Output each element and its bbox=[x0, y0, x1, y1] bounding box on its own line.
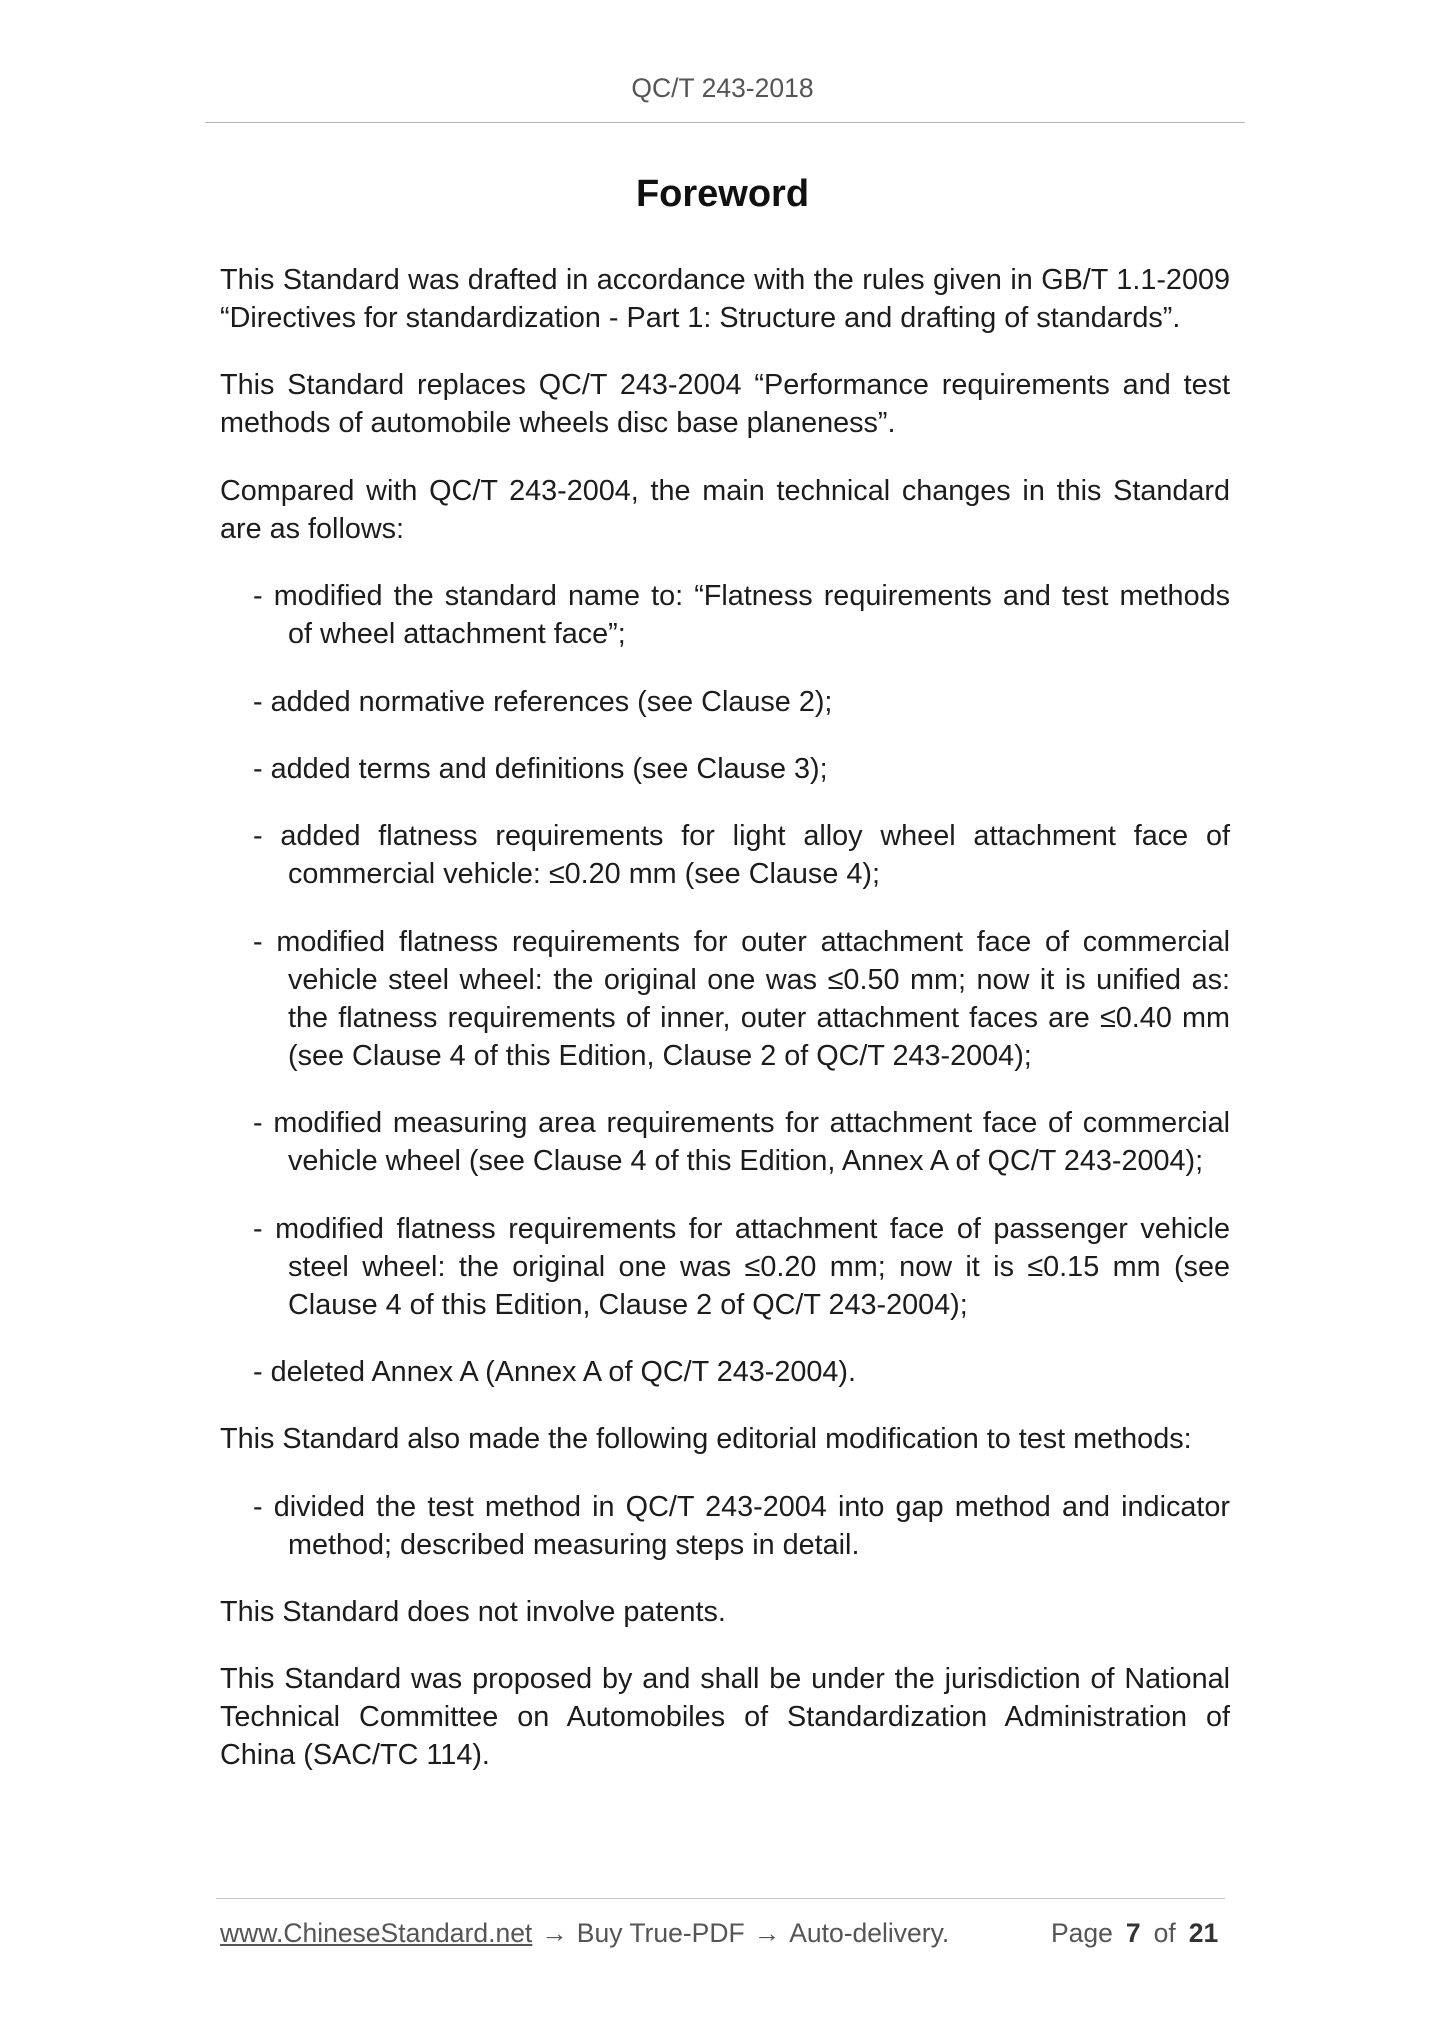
text-line: - modified flatness requirements for attachment face of passenger vehicle bbox=[253, 1212, 1230, 1245]
page-total: 21 bbox=[1188, 1918, 1219, 1948]
list-item-change bbox=[220, 923, 1230, 1075]
text-line: methods of automobile wheels disc base planeness”. bbox=[220, 407, 896, 440]
buy-pdf-text: Buy True-PDF bbox=[576, 1918, 745, 1948]
page-indicator bbox=[1051, 1915, 1218, 1951]
foreword-body bbox=[220, 261, 1230, 1804]
paragraph-changes-intro bbox=[220, 472, 1230, 548]
paragraph-replaces bbox=[220, 366, 1230, 442]
text-line: (see Clause 4 of this Edition, Clause 2 of QC/T 243-2004); bbox=[288, 1039, 1032, 1072]
list-item-change bbox=[220, 817, 1230, 893]
text-line: This Standard was proposed by and shall be under the jurisdiction of National bbox=[220, 1663, 1230, 1696]
header-divider bbox=[205, 122, 1245, 123]
auto-delivery-text: Auto-delivery. bbox=[789, 1918, 950, 1948]
text-line: Technical Committee on Automobiles of Standardization Administration of bbox=[220, 1701, 1230, 1734]
text-line: “Directives for standardization - Part 1: Structure and drafting of standards”. bbox=[220, 302, 1181, 334]
list-item-change bbox=[220, 1104, 1230, 1180]
text-line: This Standard was drafted in accordance with the rules given in GB/T 1.1-2009 bbox=[220, 264, 1230, 296]
text-line: commercial vehicle: ≤0.20 mm (see Clause 4); bbox=[288, 858, 880, 891]
text-line: vehicle steel wheel: the original one was ≤0.50 mm; now it is unified as: bbox=[288, 963, 1230, 996]
header-standard-code: QC/T 243-2018 bbox=[631, 73, 814, 103]
text-line: of wheel attachment face”; bbox=[288, 618, 626, 651]
text-line: - modified measuring area requirements for attachment face of commercial bbox=[253, 1107, 1230, 1140]
page-label: Page bbox=[1051, 1918, 1113, 1948]
text-line: vehicle wheel (see Clause 4 of this Edition, Annex A of QC/T 243-2004); bbox=[288, 1145, 1204, 1178]
paragraph-drafting-rules bbox=[220, 261, 1230, 337]
page-title: Foreword bbox=[635, 173, 810, 215]
text-line: - added normative references (see Clause 2); bbox=[253, 685, 833, 718]
list-item-change bbox=[220, 1353, 1230, 1391]
text-line: This Standard does not involve patents. bbox=[220, 1596, 726, 1629]
text-line: This Standard replaces QC/T 243-2004 “Performance requirements and test bbox=[220, 369, 1230, 402]
text-line: are as follows: bbox=[220, 512, 405, 545]
paragraph-patents bbox=[220, 1593, 1230, 1631]
footer-promo bbox=[220, 1915, 949, 1951]
list-item-change bbox=[220, 750, 1230, 788]
text-line: - divided the test method in QC/T 243-2004 into gap method and indicator bbox=[253, 1490, 1230, 1523]
footer-divider bbox=[216, 1898, 1225, 1899]
text-line: This Standard also made the following editorial modification to test methods: bbox=[220, 1423, 1192, 1456]
list-item-change bbox=[220, 1210, 1230, 1324]
list-item-change bbox=[220, 683, 1230, 721]
text-line: - added terms and definitions (see Clause 3); bbox=[253, 752, 828, 785]
text-line: the flatness requirements of inner, outer attachment faces are ≤0.40 mm bbox=[288, 1001, 1230, 1034]
text-line: method; described measuring steps in detail. bbox=[288, 1528, 860, 1561]
text-line: - modified flatness requirements for outer attachment face of commercial bbox=[253, 925, 1230, 958]
arrow-right-icon: → bbox=[541, 1918, 568, 1948]
text-line: Compared with QC/T 243-2004, the main technical changes in this Standard bbox=[220, 474, 1230, 507]
website-link[interactable]: www.ChineseStandard.net bbox=[220, 1918, 533, 1948]
text-line: - deleted Annex A (Annex A of QC/T 243-2004). bbox=[253, 1355, 857, 1388]
list-item-change bbox=[220, 577, 1230, 653]
text-line: steel wheel: the original one was ≤0.20 mm; now it is ≤0.15 mm (see bbox=[288, 1250, 1230, 1283]
page-of-label: of bbox=[1153, 1918, 1176, 1948]
text-line: - modified the standard name to: “Flatness requirements and test methods bbox=[253, 580, 1230, 613]
page-current: 7 bbox=[1125, 1918, 1141, 1948]
text-line: China (SAC/TC 114). bbox=[220, 1739, 490, 1772]
arrow-right-icon: → bbox=[753, 1918, 781, 1948]
paragraph-editorial-intro bbox=[220, 1420, 1230, 1458]
text-line: - added flatness requirements for light alloy wheel attachment face of bbox=[253, 820, 1230, 853]
text-line: Clause 4 of this Edition, Clause 2 of QC/T 243-2004); bbox=[288, 1288, 968, 1321]
list-item-editorial bbox=[220, 1488, 1230, 1564]
paragraph-jurisdiction bbox=[220, 1660, 1230, 1774]
